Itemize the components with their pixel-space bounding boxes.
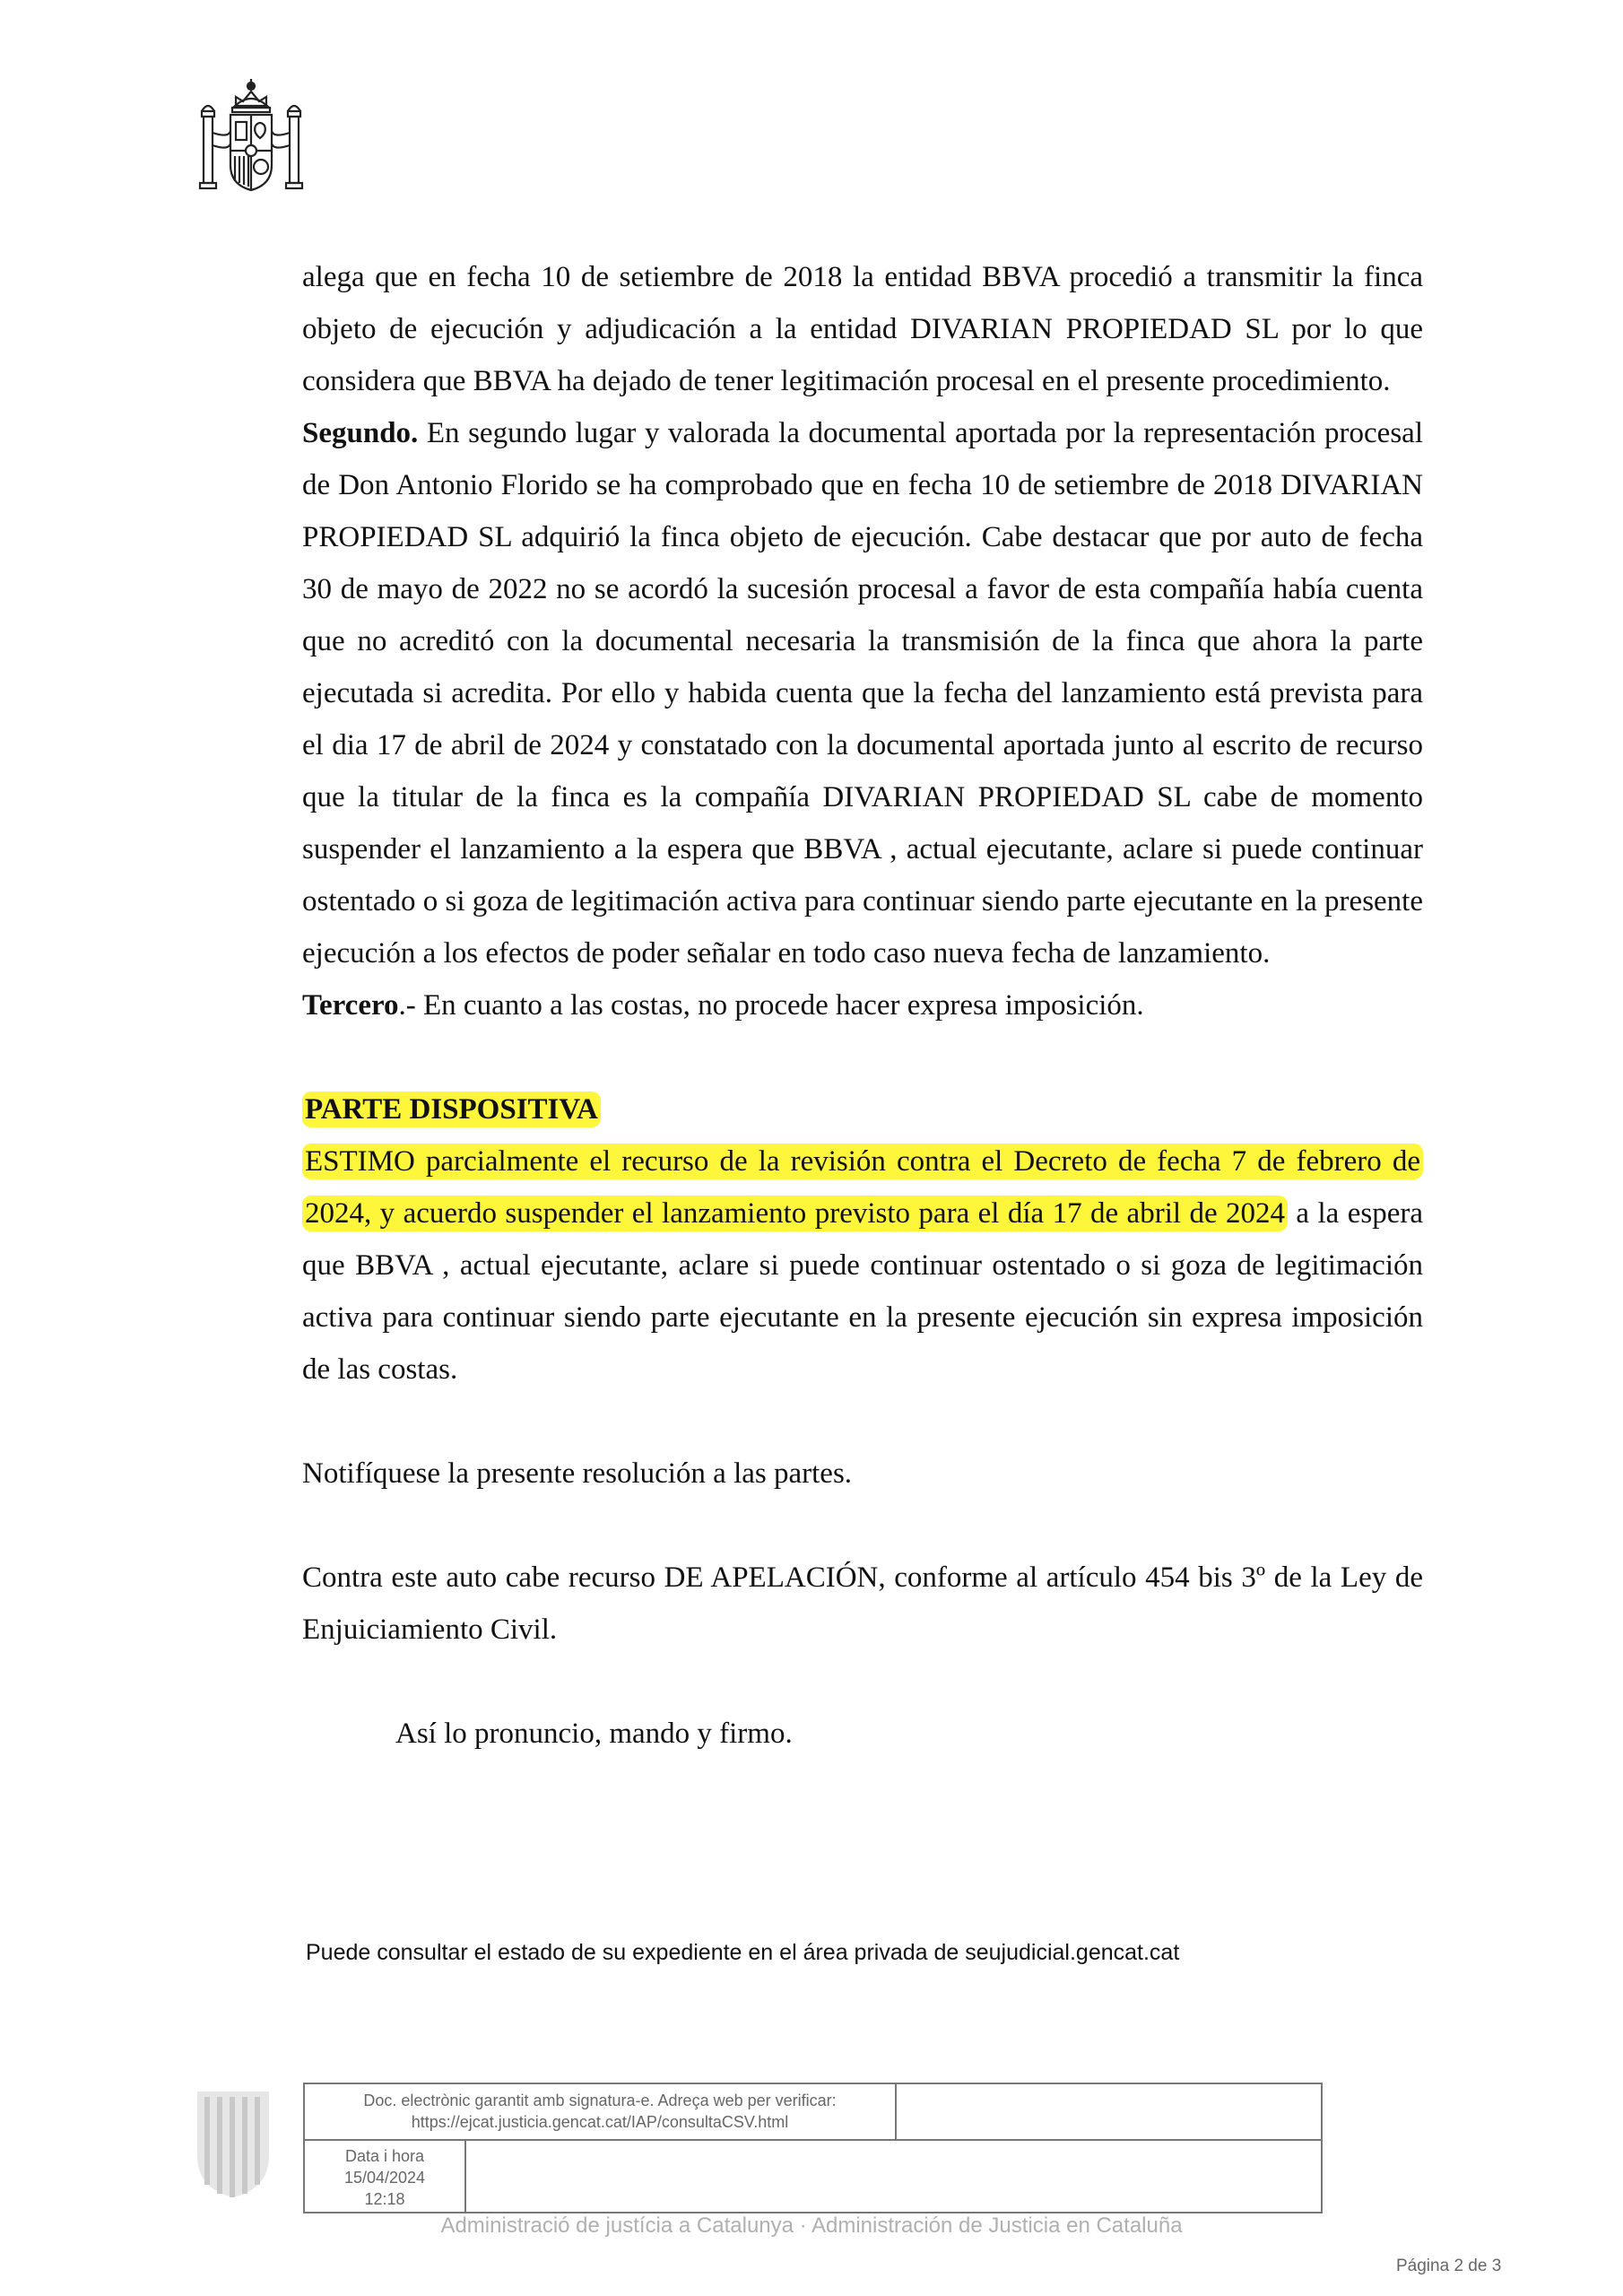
- date-value: 15/04/2024: [343, 2169, 426, 2187]
- tercero-label: Tercero: [302, 989, 399, 1022]
- dispositiva-heading-row: [302, 1083, 1423, 1135]
- date-cell: [305, 2141, 466, 2213]
- verification-url[interactable]: https://ejcat.justicia.gencat.cat/IAP/consultaCSV.html: [411, 2113, 789, 2131]
- segundo-text: En segundo lugar y valorada la documental aportada por la representación procesal de Don Antonio Florido se ha comprobado que en fecha 10 de setiembre de 2018 DIVARIAN PROPIEDAD SL adquirió la finca objeto de ejecución. Cabe destacar que por auto de fecha 30 de mayo de 2022 no se acordó la sucesión procesal a favor de esta compañía había cuenta que no acreditó con la documental necesaria la transmisión de la finca que ahora la parte ejecutada si acredita. Por ello y habida cuenta que la fecha del lanzamiento está prevista para el dia 17 de abril de 2024 y constatado con la documental aportada junto al escrito de recurso que la titular de la finca es la compañía DIVARIAN PROPIEDAD SL cabe de momento suspender el lanzamiento a la espera que BBVA , actual ejecutante, aclare si puede continuar ostentado o si goza de legitimación activa para continuar siendo parte ejecutante en la presente ejecución a los efectos de poder señalar en todo caso nueva fecha de lanzamiento.: [302, 417, 1423, 970]
- time-value: 12:18: [364, 2190, 405, 2208]
- dispositiva-rest: a la espera que BBVA , actual ejecutante, aclare si puede continuar ostentado o si goza de legitimación activa para continuar siendo parte ejecutante en la presente ejecución sin expresa imposición de las costas.: [302, 1197, 1423, 1386]
- paragraph-transmission: alega que en fecha 10 de setiembre de 2018 la entidad BBVA procedió a transmitir la finca objeto de ejecución y adjudicación a la entidad DIVARIAN PROPIEDAD SL por lo que considera que BBVA ha dejado de tener legitimación procesal en el presente procedimiento.: [302, 261, 1423, 397]
- tercero-text: .- En cuanto a las costas, no procede hacer expresa imposición.: [398, 989, 1144, 1022]
- resolution-body: [302, 251, 1423, 1760]
- dispositiva-heading: PARTE DISPOSITIVA: [302, 1091, 601, 1127]
- paragraph-dispositiva: [302, 1135, 1423, 1396]
- signoff-line: Así lo pronuncio, mando y firmo.: [395, 1718, 793, 1750]
- segundo-label: Segundo.: [302, 417, 419, 449]
- catalonia-seal-icon: [194, 2090, 273, 2199]
- paragraph-notify: Notifíquese la presente resolución a las partes.: [302, 1457, 853, 1490]
- administration-footer: Administració de justícia a Catalunya · Administración de Justicia en Cataluña: [440, 2213, 1183, 2238]
- dispositiva-highlight: ESTIMO parcialmente el recurso de la revisión contra el Decreto de fecha 7 de febrero de 2024, y acuerdo suspender el lanzamiento previsto para el día 17 de abril de 2024: [302, 1144, 1423, 1231]
- spain-coat-of-arms-icon: [193, 74, 309, 204]
- page-number: Página 2 de 3: [1396, 2257, 1502, 2275]
- expedient-notice: Puede consultar el estado de su expediente en el área privada de seujudicial.gencat.cat: [306, 1940, 1180, 1965]
- paragraph-tercero: [302, 979, 1423, 1031]
- paragraph-appeal: Contra este auto cabe recurso DE APELACIÓN, conforme al artículo 454 bis 3º de la Ley de Enjuiciamiento Civil.: [302, 1561, 1423, 1646]
- paragraph-segundo: [302, 407, 1423, 979]
- verification-text: Doc. electrònic garantit amb signatura-e. Adreça web per verificar:: [363, 2092, 837, 2109]
- date-label: Data i hora: [344, 2147, 425, 2165]
- verification-table: [303, 2083, 1323, 2213]
- verification-cell: [305, 2084, 897, 2139]
